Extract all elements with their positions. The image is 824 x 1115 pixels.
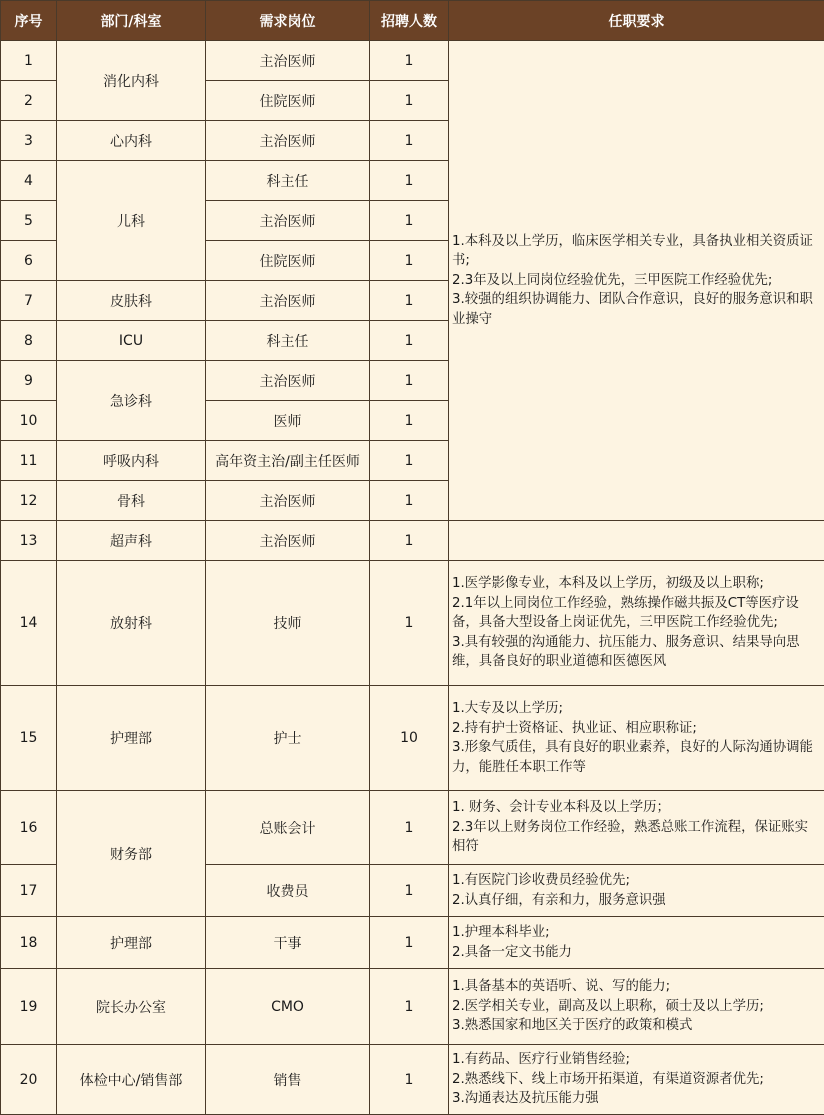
cell-dept: 院长办公室 [57,969,206,1045]
cell-dept: 护理部 [57,686,206,791]
cell-dept: 皮肤科 [57,281,206,321]
cell-no: 10 [1,401,57,441]
cell-count: 1 [370,1045,449,1115]
cell-count: 1 [370,121,449,161]
cell-post: 主治医师 [206,521,370,561]
cell-count: 1 [370,81,449,121]
cell-dept: 心内科 [57,121,206,161]
cell-no: 5 [1,201,57,241]
cell-requirements: 1.具备基本的英语听、说、写的能力; 2.医学相关专业，副高及以上职称，硕士及以上学历; 3.熟悉国家和地区关于医疗的政策和模式 [449,969,824,1045]
cell-no: 15 [1,686,57,791]
cell-dept: 呼吸内科 [57,441,206,481]
cell-post: 科主任 [206,321,370,361]
header-no: 序号 [1,1,57,41]
cell-no: 9 [1,361,57,401]
header-count: 招聘人数 [370,1,449,41]
cell-requirements: 1. 财务、会计专业本科及以上学历； 2.3年以上财务岗位工作经验，熟悉总账工作流程，保证账实相符 [449,791,824,865]
table-row [1,791,824,865]
cell-dept: 体检中心/销售部 [57,1045,206,1115]
cell-dept: ICU [57,321,206,361]
cell-no: 6 [1,241,57,281]
cell-no: 12 [1,481,57,521]
table-row [1,969,824,1045]
cell-no: 16 [1,791,57,865]
cell-no: 4 [1,161,57,201]
cell-count: 1 [370,41,449,81]
cell-no: 8 [1,321,57,361]
table-row [1,521,824,561]
cell-post: 主治医师 [206,41,370,81]
cell-requirements: 1.有药品、医疗行业销售经验; 2.熟悉线下、线上市场开拓渠道，有渠道资源者优先; 3.沟通表达及抗压能力强 [449,1045,824,1115]
cell-post: CMO [206,969,370,1045]
cell-count: 1 [370,865,449,917]
cell-dept: 消化内科 [57,41,206,121]
cell-count: 1 [370,361,449,401]
cell-count: 1 [370,481,449,521]
cell-count: 1 [370,521,449,561]
cell-post: 医师 [206,401,370,441]
cell-post: 住院医师 [206,241,370,281]
cell-no: 2 [1,81,57,121]
cell-count: 10 [370,686,449,791]
table-row [1,41,824,81]
cell-count: 1 [370,561,449,686]
cell-dept: 放射科 [57,561,206,686]
cell-requirements: 1.有医院门诊收费员经验优先; 2.认真仔细，有亲和力，服务意识强 [449,865,824,917]
cell-requirements: 1.护理本科毕业; 2.具备一定文书能力 [449,917,824,969]
table-row [1,917,824,969]
cell-post: 收费员 [206,865,370,917]
cell-requirements-empty [449,521,824,561]
cell-count: 1 [370,241,449,281]
header-row [1,1,824,41]
cell-post: 干事 [206,917,370,969]
header-dept: 部门/科室 [57,1,206,41]
header-requirements: 任职要求 [449,1,824,41]
cell-dept: 超声科 [57,521,206,561]
table-row [1,1045,824,1115]
cell-no: 14 [1,561,57,686]
cell-post: 护士 [206,686,370,791]
cell-post: 总账会计 [206,791,370,865]
cell-requirements: 1.医学影像专业，本科及以上学历，初级及以上职称; 2.1年以上同岗位工作经验，熟练操作磁共振及CT等医疗设备，具备大型设备上岗证优先，三甲医院工作经验优先; 3.具有较强的沟通能力、抗压能力、服务意识、结果导向思维，具备良好的职业道德和医德医风 [449,561,824,686]
cell-post: 主治医师 [206,201,370,241]
table-row [1,686,824,791]
cell-no: 19 [1,969,57,1045]
cell-count: 1 [370,969,449,1045]
cell-dept: 急诊科 [57,361,206,441]
cell-no: 13 [1,521,57,561]
table-row [1,561,824,686]
cell-requirements: 1.本科及以上学历，临床医学相关专业，具备执业相关资质证书; 2.3年及以上同岗位经验优先，三甲医院工作经验优先; 3.较强的组织协调能力、团队合作意识，良好的服务意识和职业操守 [449,41,824,521]
cell-count: 1 [370,791,449,865]
cell-no: 1 [1,41,57,81]
cell-count: 1 [370,161,449,201]
cell-dept: 财务部 [57,791,206,917]
cell-count: 1 [370,401,449,441]
cell-dept: 儿科 [57,161,206,281]
cell-count: 1 [370,917,449,969]
cell-dept: 骨科 [57,481,206,521]
cell-count: 1 [370,201,449,241]
cell-post: 主治医师 [206,121,370,161]
cell-no: 20 [1,1045,57,1115]
cell-count: 1 [370,281,449,321]
cell-no: 17 [1,865,57,917]
cell-no: 7 [1,281,57,321]
header-post: 需求岗位 [206,1,370,41]
cell-count: 1 [370,441,449,481]
cell-requirements: 1.大专及以上学历; 2.持有护士资格证、执业证、相应职称证; 3.形象气质佳，具有良好的职业素养，良好的人际沟通协调能力，能胜任本职工作等 [449,686,824,791]
cell-post: 主治医师 [206,361,370,401]
cell-dept: 护理部 [57,917,206,969]
cell-post: 科主任 [206,161,370,201]
cell-post: 高年资主治/副主任医师 [206,441,370,481]
cell-post: 销售 [206,1045,370,1115]
cell-no: 18 [1,917,57,969]
cell-no: 11 [1,441,57,481]
cell-post: 主治医师 [206,281,370,321]
cell-post: 住院医师 [206,81,370,121]
cell-count: 1 [370,321,449,361]
cell-post: 技师 [206,561,370,686]
cell-post: 主治医师 [206,481,370,521]
cell-no: 3 [1,121,57,161]
